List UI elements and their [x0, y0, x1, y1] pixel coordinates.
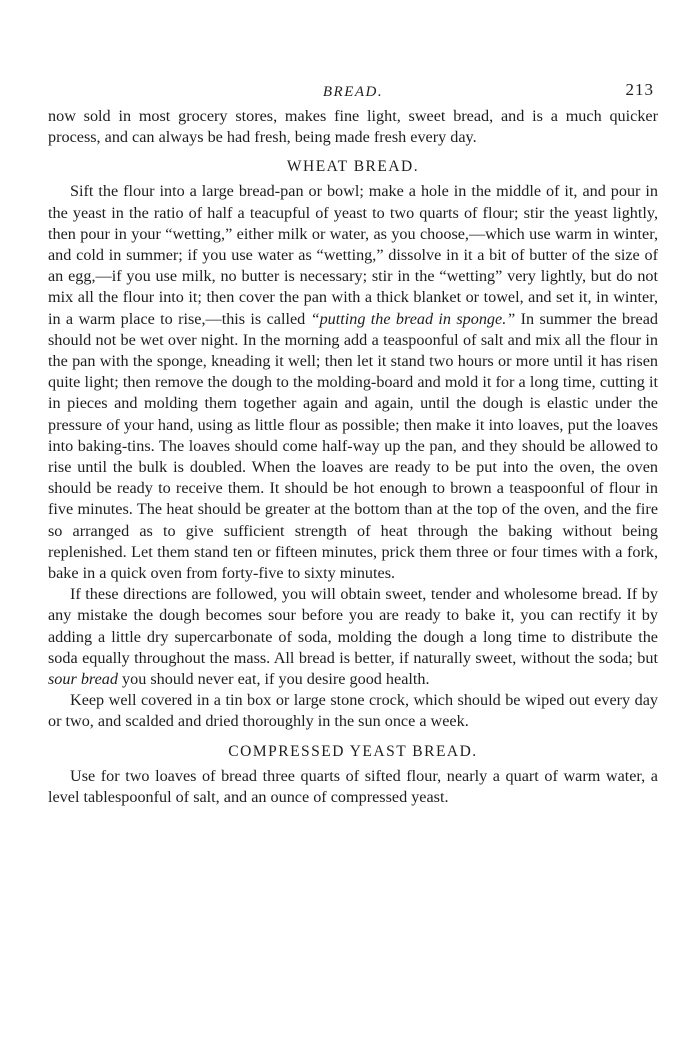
compressed-yeast-paragraph: Use for two loaves of bread three quarts of sifted flour, nearly a quart of warm water, a level tablespoonful of salt, and an ounce of compressed yeast.: [48, 766, 658, 806]
section-heading-wheat-bread: WHEAT BREAD.: [286, 158, 420, 176]
section-heading-compressed-yeast-bread: COMPRESSED YEAST BREAD.: [228, 742, 478, 760]
storage-paragraph: Keep well covered in a tin box or large stone crock, which should be wiped out every day or two, and scalded and dried thoroughly in the sun once a week.: [48, 691, 658, 731]
continued-paragraph: now sold in most grocery stores, makes fine light, sweet bread, and is a much quicker process, and can always be had fresh, being made fresh every day.: [48, 107, 658, 147]
putting-bread-in-sponge-phrase: “putting the bread in sponge.”: [310, 309, 516, 328]
directions-text-b: you should never eat, if you desire good health.: [118, 670, 430, 689]
page-number: 213: [625, 80, 654, 99]
directions-paragraph: [48, 584, 658, 690]
running-head: [48, 80, 658, 106]
wheat-bread-paragraph: [48, 181, 658, 584]
book-page: [48, 80, 658, 808]
wheat-bread-text-b: In summer the bread should not be wet over night. In the morning add a teaspoonful of salt and mix all the flour in the pan with the sponge, kneading it well; then let it stand two hours or more until it has risen quite light; then remove the dough to the molding-board and mold it for a long time, cutting it in pieces and molding them together again and again, until the dough is elastic under the pressure of your hand, using as little flour as possible; then make it into loaves, put the loaves into baking-tins. The loaves should come half-way up the pan, and they should be allowed to rise until the bulk is doubled. When the loaves are ready to be put into the oven, the oven should be ready to receive them. It should be hot enough to brown a teaspoonful of flour in five minutes. The heat should be greater at the bottom than at the top of the oven, and the fire so arranged as to give sufficient strength of heat through the baking without being replenished. Let them stand ten or fifteen minutes, prick them three or four times with a fork, bake in a quick oven from forty-five to sixty minutes.: [48, 309, 659, 583]
sour-bread-phrase: sour bread: [48, 670, 118, 689]
wheat-bread-text-a: Sift the flour into a large bread-pan or bowl; make a hole in the middle of it, and pour in the yeast in the ratio of half a teacupful of yeast to two quarts of flour; stir the yeast lightly, then pour in your “wetting,” either milk or water, as you choose,—which use warm in winter, and cold in summer; if you use water as “wetting,” dissolve in it a bit of butter of the size of an egg,—if you use milk, no butter is necessary; stir in the “wetting” very lightly, but do not mix all the flour into it; then cover the pan with a thick blanket or towel, and set it, in winter, in a warm place to rise,—this is called: [48, 182, 658, 328]
running-title: BREAD.: [322, 84, 384, 100]
directions-text-a: If these directions are followed, you will obtain sweet, tender and wholesome bread. If by any mistake the dough becomes sour before you are ready to bake it, you can rectify it by adding a little dry supercarbonate of soda, molding the dough a long time to distribute the soda equally throughout the mass. All bread is better, if naturally sweet, without the soda; but: [48, 585, 658, 667]
